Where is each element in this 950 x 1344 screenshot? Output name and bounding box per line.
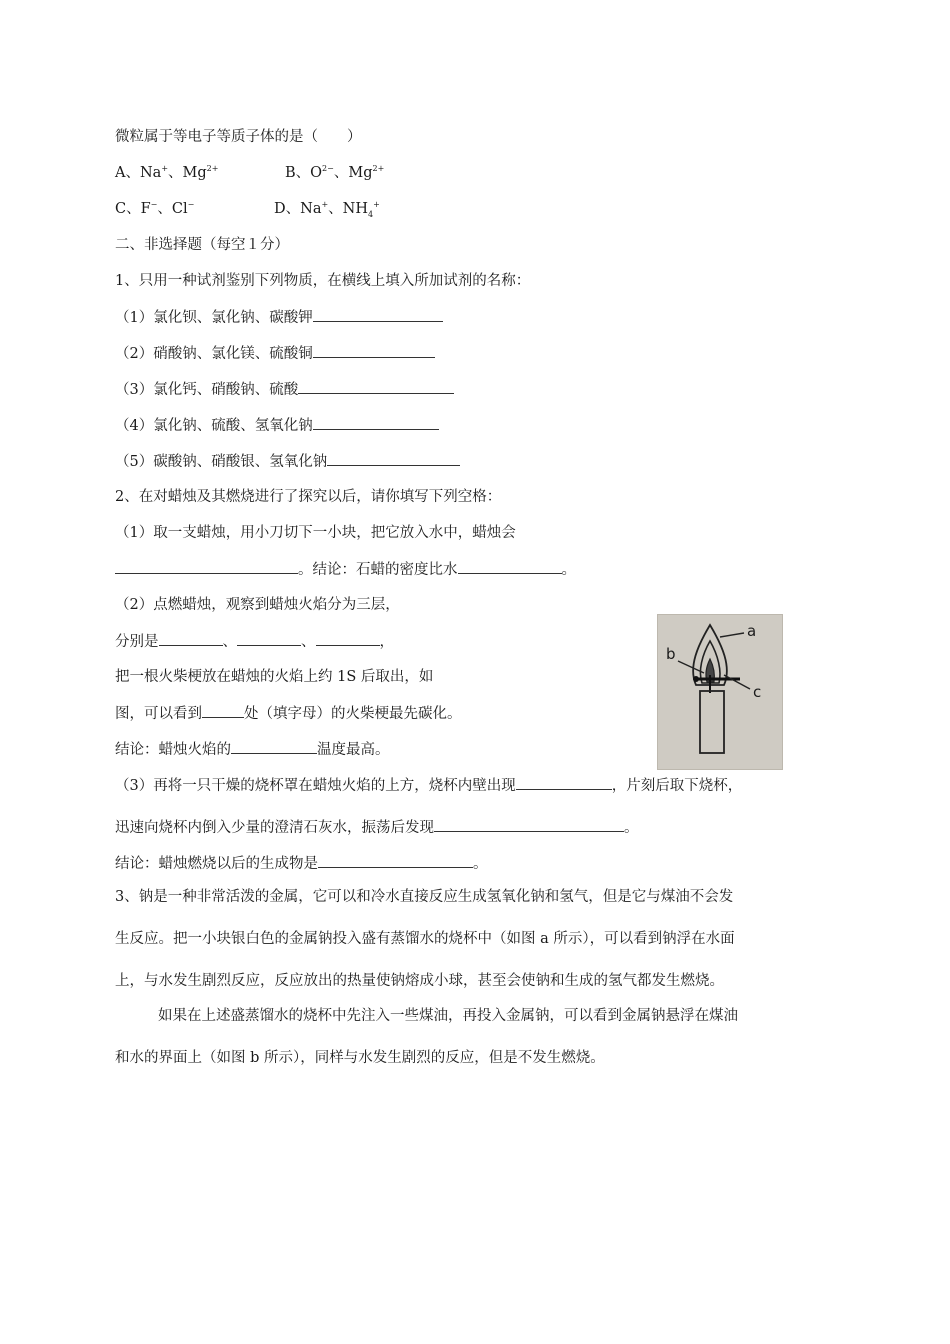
question-2-part-2-line-2: 分别是 、 、 ，	[115, 631, 394, 652]
question-3-line-2: 生反应。把一小块银白色的金属钠投入盛有蒸馏水的烧杯中（如图 a 所示），可以看到钠浮在水面	[115, 931, 735, 947]
label-b: b	[666, 645, 676, 663]
match-head	[693, 676, 699, 682]
option-b: B、$O^{2-}$、$Mg^{2+}$	[285, 164, 385, 181]
candle-flame-figure	[657, 614, 783, 770]
answer-blank[interactable]	[318, 853, 473, 868]
question-2-part-2: （2）点燃蜡烛，观察到蜡烛火焰分为三层，	[115, 597, 400, 613]
answer-blank[interactable]	[434, 817, 624, 832]
question-2-part-3: （3）再将一只干燥的烧杯罩在蜡烛火焰的上方，烧杯内壁出现 ，片刻后取下烧杯，	[115, 775, 742, 796]
leader-c	[724, 675, 750, 689]
question-1-item-2: （2）硝酸钠、氯化镁、硫酸铜	[115, 343, 435, 364]
label-c: c	[753, 683, 762, 701]
question-2-part-2-line-3: 把一根火柴梗放在蜡烛的火焰上约 1S 后取出，如	[115, 669, 434, 685]
question-1: 1、只用一种试剂鉴别下列物质，在横线上填入所加试剂的名称：	[115, 273, 531, 289]
question-3-line-4: 如果在上述盛蒸馏水的烧杯中先注入一些煤油，再投入金属钠，可以看到金属钠悬浮在煤油	[158, 1008, 738, 1024]
label-a: a	[747, 622, 757, 640]
question-2-part-2-line-4: 图，可以看到 处（填字母）的火柴梗最先碳化。	[115, 703, 462, 724]
answer-blank[interactable]	[202, 703, 244, 718]
option-c: C、F−、Cl−	[115, 200, 195, 217]
question-2: 2、在对蜡烛及其燃烧进行了探究以后，请你填写下列空格：	[115, 489, 502, 505]
answer-blank[interactable]	[316, 631, 380, 646]
answer-blank[interactable]	[115, 559, 298, 574]
options-row-2	[115, 199, 380, 219]
section-heading: 二、非选择题（每空１分）	[115, 237, 289, 253]
answer-blank[interactable]	[231, 739, 317, 754]
question-2-part-3-line-3: 结论：蜡烛燃烧以后的生成物是 。	[115, 853, 488, 874]
answer-blank[interactable]	[313, 343, 435, 358]
candle-body	[700, 691, 724, 753]
leader-a	[720, 633, 744, 637]
option-a: A、Na+、$Mg^{2+}$	[115, 164, 219, 181]
question-1-item-1: （1）氯化钡、氯化钠、碳酸钾	[115, 307, 443, 328]
answer-blank[interactable]	[313, 307, 443, 322]
answer-blank[interactable]	[516, 775, 612, 790]
question-1-item-3: （3）氯化钙、硝酸钠、硫酸	[115, 379, 454, 400]
answer-blank[interactable]	[159, 631, 223, 646]
question-2-part-3-line-2: 迅速向烧杯内倒入少量的澄清石灰水，振荡后发现 。	[115, 817, 639, 838]
question-1-item-4: （4）氯化钠、硫酸、氢氧化钠	[115, 415, 439, 436]
answer-blank[interactable]	[298, 379, 454, 394]
question-2-part-1-line-2: 。结论：石蜡的密度比水 。	[115, 559, 576, 580]
question-2-part-1: （1）取一支蜡烛，用小刀切下一小块，把它放入水中，蜡烛会	[115, 525, 516, 541]
candle-flame-diagram	[658, 615, 782, 769]
question-1-item-5: （5）碳酸钠、硝酸银、氢氧化钠	[115, 451, 460, 472]
answer-blank[interactable]	[237, 631, 301, 646]
question-stem: 微粒属于等电子等质子体的是（ ）	[115, 129, 362, 145]
answer-blank[interactable]	[327, 451, 460, 466]
answer-blank[interactable]	[313, 415, 439, 430]
question-2-part-2-line-5: 结论：蜡烛火焰的 温度最高。	[115, 739, 390, 760]
answer-blank[interactable]	[458, 559, 562, 574]
option-d: D、Na+、$NH_4^+$	[274, 200, 380, 219]
question-3-line-1: 3、钠是一种非常活泼的金属，它可以和冷水直接反应生成氢氧化钠和氢气，但是它与煤油不会发	[115, 889, 734, 905]
question-3-line-3: 上，与水发生剧烈反应，反应放出的热量使钠熔成小球，甚至会使钠和生成的氢气都发生燃烧。	[115, 973, 724, 989]
options-row-1	[115, 163, 384, 183]
question-3-line-5: 和水的界面上（如图 b 所示），同样与水发生剧烈的反应，但是不发生燃烧。	[115, 1050, 605, 1066]
